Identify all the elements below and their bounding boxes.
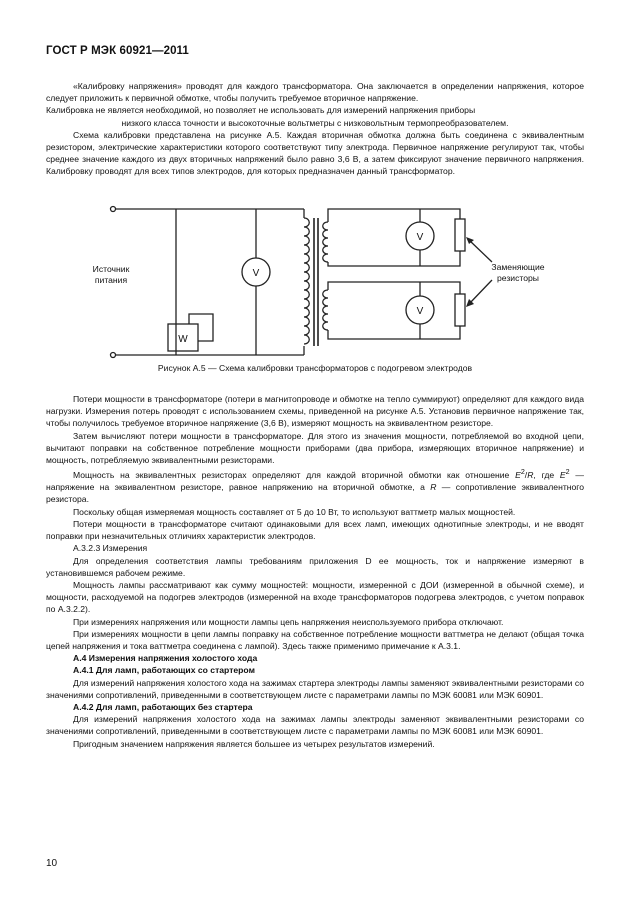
equivalent-resistor-bottom	[455, 294, 465, 326]
replacement-resistors-label-line-2: резисторы	[497, 273, 539, 283]
body-paragraph-8: При измерениях напряжения или мощности лампы цепь напряжения неиспользуемого прибора отключают.	[73, 616, 504, 627]
figure-caption: Рисунок А.5 — Схема калибровки трансформаторов с подогревом электродов	[157, 363, 473, 373]
body-paragraph-9: При измерениях мощности в цепи лампы поправку на собственное потребление мощности ваттметра не делают (общая точка цепей напряжения и тока ваттметра соединена с лампой). Здесь также применимо примечание к А.3.1.	[46, 628, 584, 651]
page-number: 10	[46, 858, 58, 869]
intro-paragraph-2: Схема калибровки представлена на рисунке А.5. Каждая вторичная обмотка должна быть соединена с эквивалентным резистором, электрические характеристики которого соответствуют типу электрода. Первичное напряжение регулируют так, чтобы среднее значение каждого из двух вторичных напряжений было равно 3,6 В, а затем фиксируют значение первичного напряжения. Калибровку проводят для всех типов электродов, для которых предназначен данный трансформатор.	[46, 129, 584, 177]
body-paragraph-5: Потери мощности в трансформаторе считают одинаковыми для всех ламп, имеющих однотипные электроды, и не вводят поправки при незначительных отличиях характеристик электродов.	[46, 518, 584, 542]
p3-symbol-r-2: R	[430, 482, 437, 493]
body-paragraph-2: Затем вычисляют потери мощности в трансформаторе. Для этого из значения мощности, потребляемой во входной цепи, вычитают поправки на собственное потребление мощности приборами (два прибора, измеряющих вторичное напряжение) и мощность, потребляемую эквивалентными резисторами.	[46, 430, 584, 466]
body-paragraph-3	[46, 466, 584, 505]
intro-paragraph-1: «Калибровку напряжения» проводят для каждого трансформатора. Она заключается в определении напряжения, которое следует приложить к первичной обмотке, чтобы получить требуемое вторичное напряжение.	[46, 81, 584, 104]
section-heading-a4: А.4 Измерения напряжения холостого хода	[73, 653, 258, 664]
document-header: ГОСТ Р МЭК 60921—2011	[46, 45, 189, 57]
body-paragraph-12: Пригодным значением напряжения является большее из четырех результатов измерений.	[73, 738, 435, 749]
body-paragraph-11: Для измерений напряжения холостого хода на зажимах лампы электроды заменяют эквивалентными резисторами со значениями сопротивлений, приведенными в соответствующем листе с параметрами лампы по МЭК 60081 или МЭК 60901.	[46, 714, 584, 737]
section-heading-a41: А.4.1 Для ламп, работающих со стартером	[73, 665, 255, 676]
intro-paragraph-1b: Калибровка не является необходимой, но позволяет не использовать для измерений напряжения приборы	[46, 105, 476, 116]
p3-symbol-e: E	[515, 470, 521, 481]
p3-text-b: , где	[533, 470, 560, 481]
body-paragraph-6: Для определения соответствия лампы требованиям приложения D ее мощность, ток и напряжение измеряют в установившемся рабочем режиме.	[46, 555, 584, 578]
body-paragraph-10: Для измерений напряжения холостого хода на зажимах стартера электроды лампы заменяют эквивалентными резисторами со значениями сопротивлений, приведенными в соответствующем листе с параметрами лампы по МЭК 60081 или МЭК 60901.	[46, 677, 584, 700]
secondary-voltmeter-top-label: V	[416, 232, 424, 243]
p3-superscript-2: 2	[565, 468, 570, 477]
body-paragraph-7: Мощность лампы рассматривают как сумму мощностей: мощности, измеренной с ДОИ (измеренной в обычной схеме), и мощности, расходуемой на подогрев электродов (измеренной на входе трансформаторов подогрева электродов, с учетом поправок по А.3.2.2).	[46, 579, 584, 615]
secondary-voltmeter-bottom-label: V	[416, 306, 424, 317]
primary-winding	[304, 218, 309, 344]
intro-paragraph-1c: низкого класса точности и высокоточные вольтметры с низковольтным термопреобразователем.	[121, 117, 509, 128]
p3-slash: /	[524, 470, 528, 481]
p3-text-c: — напряжение на эквивалентном резисторе, равное напряжению на вторичной обмотке, а	[46, 470, 584, 493]
input-terminal-bottom	[111, 353, 116, 358]
wattmeter-label: W	[178, 334, 188, 345]
p3-symbol-e-2: E	[559, 470, 566, 481]
primary-voltmeter-label: V	[252, 268, 260, 279]
p3-text-d: — сопротивление эквивалентного резистора.	[46, 482, 585, 505]
secondary-winding-bottom	[323, 290, 328, 330]
p3-text-a: Мощность на эквивалентных резисторах определяют для каждой вторичной обмотки как отношение	[73, 470, 516, 481]
secondary-winding-top	[323, 222, 328, 262]
body-section	[46, 393, 584, 750]
input-terminal-top	[111, 207, 116, 212]
wattmeter-lead	[189, 314, 213, 341]
p3-superscript: 2	[520, 468, 525, 477]
body-paragraph-4: Поскольку общая измеряемая мощность составляет от 5 до 10 Вт, то используют ваттметр малых мощностей.	[73, 506, 516, 517]
subsection-heading-measurements: А.3.2.3 Измерения	[73, 543, 148, 554]
body-paragraph-1: Потери мощности в трансформаторе (потери в магнитопроводе и обмотке на тепло суммируют) определяют для каждого вида нагрузки. Измерения потерь проводят с использованием схемы, приведенной на рисунке А.5. Установив первичное напряжение так, чтобы получилось требуемое вторичное напряжение (3,6 В), измеряют мощность на эквивалентном резисторе.	[46, 394, 584, 429]
section-heading-a42: А.4.2 Для ламп, работающих без стартера	[73, 701, 253, 712]
power-source-label-line-2: питания	[94, 275, 128, 285]
p3-symbol-r: R	[527, 470, 534, 481]
equivalent-resistor-top	[455, 219, 465, 251]
power-source-label-line-1: Источник	[92, 264, 130, 274]
replacement-resistors-label-line-1: Заменяющие	[491, 262, 545, 272]
